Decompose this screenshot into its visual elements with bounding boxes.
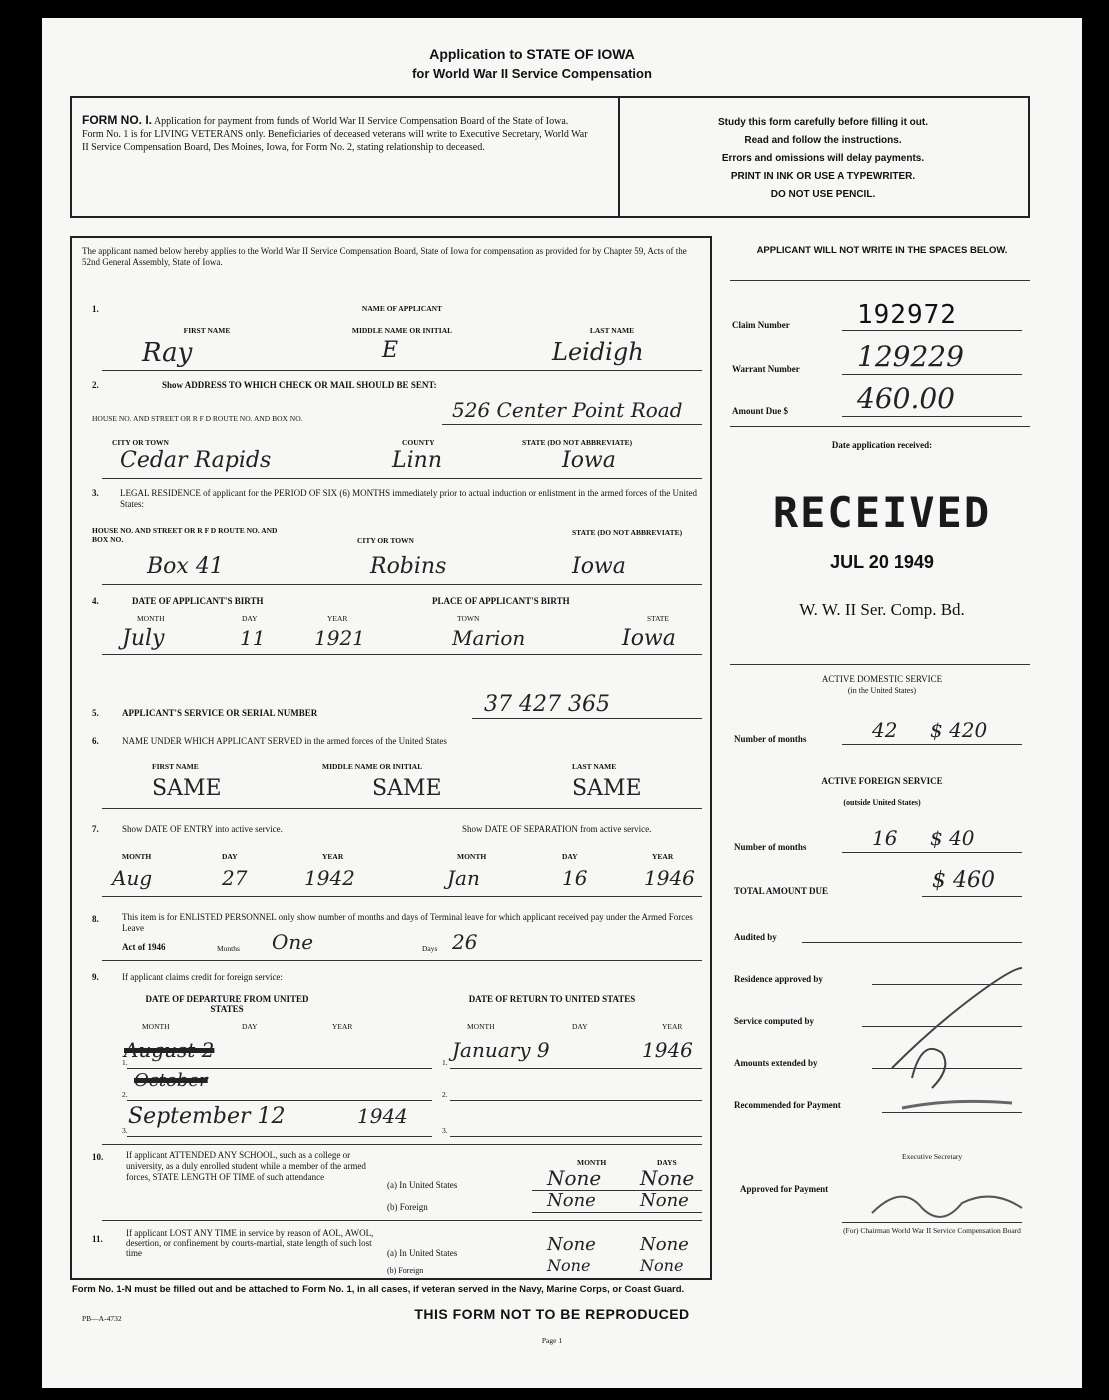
residence-street-label: HOUSE NO. AND STREET OR R F D ROUTE NO. AND BOX NO. — [92, 526, 278, 544]
signature-marks — [872, 958, 1032, 1118]
serial-number-heading: APPLICANT'S SERVICE OR SERIAL NUMBER — [122, 708, 318, 718]
total-amount-label: TOTAL AMOUNT DUE — [734, 886, 829, 896]
rule — [842, 416, 1022, 417]
birth-month-value: July — [122, 626, 165, 651]
approval-signature — [862, 1178, 1032, 1228]
ret-year-label: YEAR — [662, 1022, 683, 1031]
separation-year-label: YEAR — [652, 852, 674, 861]
birth-day-value: 11 — [240, 626, 266, 650]
section-5-number: 5. — [92, 708, 99, 718]
residence-state-value: Iowa — [572, 554, 626, 579]
rule — [450, 1100, 702, 1101]
rule — [842, 374, 1022, 375]
office-use-heading: APPLICANT WILL NOT WRITE IN THE SPACES BELOW. — [756, 245, 1008, 256]
separation-month-label: MONTH — [457, 852, 487, 861]
first-name-label: FIRST NAME — [183, 326, 231, 335]
section-7-number: 7. — [92, 824, 99, 834]
section-3-number: 3. — [92, 488, 99, 498]
section-11-number: 11. — [92, 1234, 103, 1244]
birth-state-value: Iowa — [622, 626, 676, 651]
ret-day-label: DAY — [572, 1022, 588, 1031]
serial-number-value: 37 427 365 — [484, 692, 610, 717]
intro-box — [70, 96, 1030, 218]
rule — [127, 1068, 432, 1069]
foreign-months-label: Number of months — [734, 842, 807, 852]
rule — [450, 1068, 702, 1069]
lost-time-text: If applicant LOST ANY TIME in service by reason of AOL, AWOL, desertion, or confinement by courts-martial, state length of such lost time — [126, 1228, 374, 1258]
birth-place-heading: PLACE OF APPLICANT'S BIRTH — [432, 596, 570, 606]
entry-day-label: DAY — [222, 852, 238, 861]
lost-us-days: None — [640, 1234, 689, 1255]
days-label: Days — [422, 944, 438, 953]
foreign-sub: (outside United States) — [843, 798, 921, 807]
section-1-heading: NAME OF APPLICANT — [361, 304, 443, 313]
rule — [472, 718, 702, 719]
row-number: 1. — [442, 1058, 448, 1067]
rule — [102, 478, 702, 479]
street-label: HOUSE NO. AND STREET OR R F D ROUTE NO. AND BOX NO. — [92, 414, 303, 423]
row-number: 2. — [122, 1090, 128, 1099]
row-number: 3. — [442, 1126, 448, 1135]
departure-2-value: October — [134, 1070, 208, 1091]
return-1-value: January 9 — [452, 1038, 550, 1062]
served-name-heading: NAME UNDER WHICH APPLICANT SERVED in the armed forces of the United States — [122, 736, 447, 746]
date-received-label: Date application received: — [831, 440, 933, 450]
dep-month-label: MONTH — [142, 1022, 170, 1031]
section-1-number: 1. — [92, 304, 99, 314]
rule — [102, 896, 702, 897]
rule — [730, 426, 1030, 427]
dep-year-label: YEAR — [332, 1022, 353, 1031]
entry-date-heading: Show DATE OF ENTRY into active service. — [122, 824, 283, 834]
instruction-line: Study this form carefully before filling it out. — [717, 117, 928, 128]
domestic-months-label: Number of months — [734, 734, 807, 744]
foreign-amount-value: $ 40 — [930, 826, 975, 850]
school-month-col: MONTH — [577, 1158, 607, 1167]
row-number: 2. — [442, 1090, 448, 1099]
not-reproduced-warning: THIS FORM NOT TO BE REPRODUCED — [414, 1306, 690, 1322]
departure-heading: DATE OF DEPARTURE FROM UNITED STATES — [145, 994, 309, 1014]
birth-date-heading: DATE OF APPLICANT'S BIRTH — [132, 596, 264, 606]
section-10-number: 10. — [92, 1152, 104, 1162]
section-6-number: 6. — [92, 736, 99, 746]
lost-us-label: (a) In United States — [387, 1248, 458, 1258]
claim-number-label: Claim Number — [732, 320, 790, 330]
section-2-number: 2. — [92, 380, 99, 390]
departure-1-value: August 2 — [124, 1038, 215, 1062]
school-days-col: DAYS — [657, 1158, 677, 1167]
claim-number-value: 192972 — [857, 300, 957, 330]
amount-due-value: 460.00 — [857, 382, 955, 415]
return-1-year: 1946 — [642, 1038, 693, 1062]
intro-text-block — [82, 114, 592, 154]
street-value: 526 Center Point Road — [452, 398, 683, 422]
audited-by-label: Audited by — [734, 932, 777, 942]
domestic-heading: ACTIVE DOMESTIC SERVICE — [821, 674, 943, 684]
rule — [102, 584, 702, 585]
act-label: Act of 1946 — [122, 942, 166, 952]
foreign-service-heading: If applicant claims credit for foreign service: — [122, 972, 283, 982]
service-computed-label: Service computed by — [734, 1016, 814, 1026]
return-heading: DATE OF RETURN TO UNITED STATES — [468, 994, 636, 1004]
section-2-heading: Show ADDRESS TO WHICH CHECK OR MAIL SHOULD BE SENT: — [162, 380, 437, 390]
entry-month-label: MONTH — [122, 852, 152, 861]
form-title: Application to STATE OF IOWA — [429, 46, 635, 62]
birth-state-label: STATE — [647, 614, 669, 623]
rule — [922, 896, 1022, 897]
birth-day-label: DAY — [242, 614, 258, 623]
served-last-label: LAST NAME — [572, 762, 617, 771]
recommended-label: Recommended for Payment — [734, 1100, 841, 1110]
school-foreign-month: None — [547, 1190, 596, 1211]
intro-divider — [618, 98, 620, 216]
departure-3-value: September 12 — [128, 1104, 286, 1129]
domestic-amount-value: $ 420 — [930, 718, 988, 742]
rule — [450, 1136, 702, 1137]
domestic-sub: (in the United States) — [847, 686, 917, 695]
rule — [442, 424, 702, 425]
rule — [127, 1136, 432, 1137]
terminal-months-value: One — [272, 930, 314, 954]
instruction-line: Read and follow the instructions. — [744, 135, 902, 146]
rule — [730, 280, 1030, 281]
form-code: PB—A-4732 — [82, 1314, 122, 1323]
rule — [842, 1222, 1022, 1223]
rule — [102, 960, 702, 961]
city-value: Cedar Rapids — [120, 448, 272, 473]
separation-year-value: 1946 — [644, 866, 695, 890]
rule — [842, 330, 1022, 331]
first-name-value: Ray — [142, 338, 193, 368]
page-number: Page 1 — [541, 1336, 563, 1345]
chairman-label: (For) Chairman World War II Service Compensation Board — [843, 1226, 1021, 1235]
form-subtitle: for World War II Service Compensation — [412, 66, 652, 81]
county-label: COUNTY — [402, 438, 435, 447]
separation-month-value: Jan — [447, 866, 480, 890]
received-board: W. W. II Ser. Comp. Bd. — [799, 600, 965, 619]
ret-month-label: MONTH — [467, 1022, 495, 1031]
served-last-value: SAME — [572, 776, 642, 801]
lost-foreign-label: (b) Foreign — [387, 1266, 424, 1275]
lost-foreign-month: None — [547, 1256, 591, 1275]
form-page — [42, 18, 1082, 1388]
rule — [127, 1100, 432, 1101]
section-9-number: 9. — [92, 972, 99, 982]
separation-day-label: DAY — [562, 852, 578, 861]
served-first-label: FIRST NAME — [152, 762, 199, 771]
form-number-label: FORM NO. I. — [82, 113, 152, 127]
school-us-month: None — [547, 1166, 602, 1190]
rule — [842, 852, 1022, 853]
amount-due-label: Amount Due $ — [732, 406, 789, 416]
instructions-block — [628, 114, 1018, 204]
rule — [102, 1144, 702, 1145]
footer-note: Form No. 1-N must be filled out and be attached to Form No. 1, in all cases, if veteran served in the Navy, Marine Corps, or Coast Guard. — [72, 1284, 685, 1295]
lost-us-month: None — [547, 1234, 596, 1255]
entry-day-value: 27 — [222, 866, 248, 890]
school-us-label: (a) In United States — [387, 1180, 458, 1190]
separation-date-heading: Show DATE OF SEPARATION from active service. — [462, 824, 652, 834]
received-date: JUL 20 1949 — [830, 552, 934, 572]
residence-approved-label: Residence approved by — [734, 974, 823, 984]
applicant-section-box — [70, 236, 712, 1280]
months-label: Months — [217, 944, 240, 953]
intro-text: Application for payment from funds of World War II Service Compensation Board of the State of Iowa. Form No. 1 is for LIVING VETERANS only. Beneficiaries of deceased veterans will write to Executive Secretary, World War II Service Compensation Board, Des Moines, Iowa, for Form No. 2, stating relationship to deceased. — [82, 116, 588, 153]
last-name-label: LAST NAME — [589, 326, 635, 335]
school-us-days: None — [640, 1166, 695, 1190]
birth-year-label: YEAR — [327, 614, 348, 623]
terminal-days-value: 26 — [452, 930, 478, 954]
warrant-number-label: Warrant Number — [732, 364, 800, 374]
birth-town-value: Marion — [452, 626, 526, 650]
terminal-leave-text: This item is for ENLISTED PERSONNEL only show number of months and days of Terminal leave for which applicant received pay under the Armed Forces Leave — [122, 912, 693, 933]
residence-street-value: Box 41 — [147, 554, 224, 579]
instruction-line: Errors and omissions will delay payments. — [721, 153, 925, 164]
served-first-value: SAME — [152, 776, 222, 801]
rule — [532, 1212, 702, 1213]
state-value: Iowa — [562, 448, 616, 473]
dep-day-label: DAY — [242, 1022, 258, 1031]
rule — [102, 1220, 702, 1221]
rule — [102, 370, 702, 371]
section-4-number: 4. — [92, 596, 99, 606]
amounts-extended-label: Amounts extended by — [734, 1058, 818, 1068]
rule — [102, 808, 702, 809]
school-foreign-label: (b) Foreign — [387, 1202, 428, 1212]
foreign-heading: ACTIVE FOREIGN SERVICE — [821, 776, 943, 786]
section-3-heading: LEGAL RESIDENCE of applicant for the PERIOD OF SIX (6) MONTHS immediately prior to actual induction or enlistment in the armed forces of the United States: — [120, 488, 698, 509]
last-name-value: Leidigh — [552, 338, 644, 366]
row-number: 1. — [122, 1058, 128, 1067]
executive-secretary-label: Executive Secretary — [902, 1152, 963, 1161]
separation-day-value: 16 — [562, 866, 588, 890]
section-8-number: 8. — [92, 914, 99, 924]
residence-city-label: CITY OR TOWN — [357, 536, 414, 545]
rule — [730, 664, 1030, 665]
preamble: The applicant named below hereby applies to the World War II Service Compensation Board, State of Iowa for compensation as provided for by Chapter 59, Acts of the 52nd General Assembly, State of Iowa. — [82, 246, 687, 267]
entry-year-label: YEAR — [322, 852, 344, 861]
birth-town-label: TOWN — [457, 614, 480, 623]
total-amount-value: $ 460 — [932, 868, 995, 893]
received-stamp: RECEIVED — [772, 488, 992, 537]
rule — [842, 744, 1022, 745]
instruction-line: DO NOT USE PENCIL. — [770, 189, 876, 200]
birth-month-label: MONTH — [137, 614, 165, 623]
residence-city-value: Robins — [370, 554, 447, 579]
lost-foreign-days: None — [640, 1256, 684, 1275]
served-middle-label: MIDDLE NAME OR INITIAL — [322, 762, 423, 771]
school-foreign-days: None — [640, 1190, 689, 1211]
foreign-months-value: 16 — [872, 826, 898, 850]
county-value: Linn — [392, 448, 442, 473]
domestic-months-value: 42 — [872, 718, 898, 742]
rule — [802, 942, 1022, 943]
middle-name-value: E — [382, 338, 399, 363]
entry-year-value: 1942 — [304, 866, 355, 890]
row-number: 3. — [122, 1126, 128, 1135]
city-label: CITY OR TOWN — [112, 438, 169, 447]
departure-3-year: 1944 — [357, 1104, 408, 1128]
served-middle-value: SAME — [372, 776, 442, 801]
state-label: STATE (DO NOT ABBREVIATE) — [522, 438, 633, 447]
warrant-number-value: 129229 — [857, 340, 964, 373]
entry-month-value: Aug — [112, 866, 153, 890]
rule — [102, 654, 702, 655]
birth-year-value: 1921 — [314, 626, 365, 650]
residence-state-label: STATE (DO NOT ABBREVIATE) — [572, 528, 683, 537]
middle-name-label: MIDDLE NAME OR INITIAL — [351, 326, 453, 335]
school-text: If applicant ATTENDED ANY SCHOOL, such as a college or university, as a duly enrolled student while a member of the armed forces, STATE LENGTH OF TIME of such attendance — [126, 1150, 366, 1182]
approved-label: Approved for Payment — [740, 1184, 829, 1194]
instruction-line: PRINT IN INK OR USE A TYPEWRITER. — [730, 171, 916, 182]
